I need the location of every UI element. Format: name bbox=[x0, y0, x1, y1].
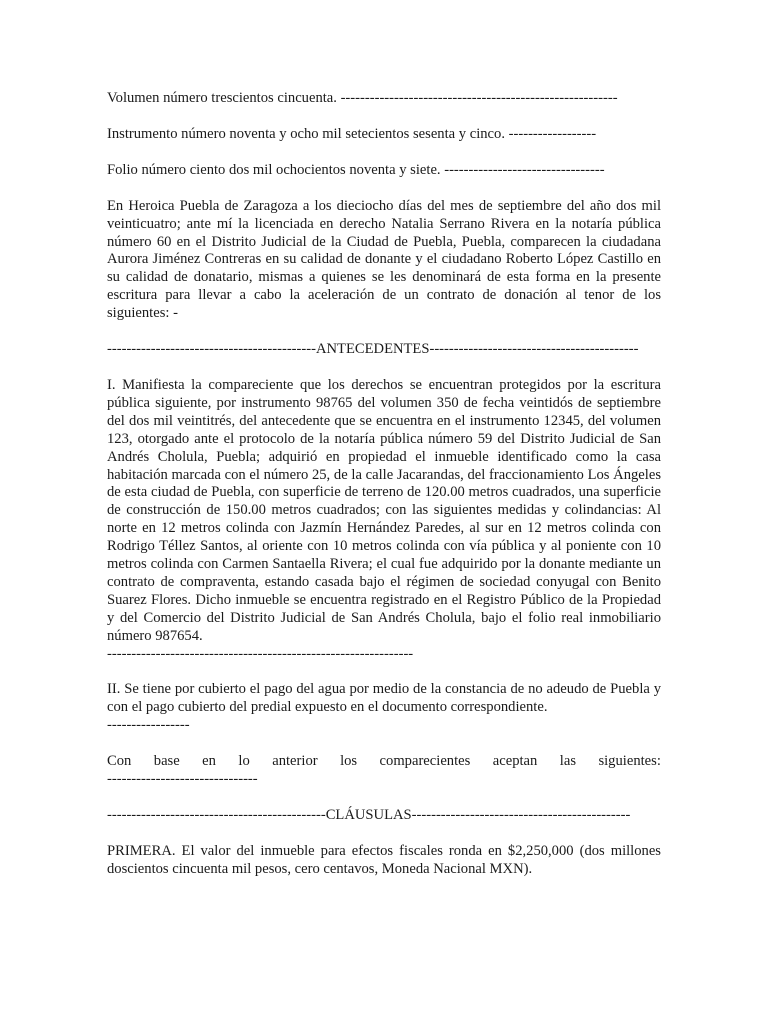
antecedentes-heading: -------------------------------------------ANTECEDENTES------------------------------------------- bbox=[107, 341, 639, 358]
con-base-word: aceptan bbox=[492, 753, 538, 770]
con-base-word: base bbox=[153, 753, 180, 770]
con-base-word: comparecientes bbox=[379, 753, 471, 770]
con-base-block bbox=[107, 753, 661, 789]
primera-paragraph: PRIMERA. El valor del inmueble para efectos fiscales ronda en $2,250,000 (dos millones doscientos cincuenta mil pesos, cero centavos, Moneda Nacional MXN). bbox=[107, 842, 661, 877]
con-base-word: anterior bbox=[272, 753, 318, 770]
con-base-word: lo bbox=[238, 753, 250, 770]
intro-paragraph: En Heroica Puebla de Zaragoza a los dieciocho días del mes de septiembre del año dos mil veinticuatro; ante mí la licenciada en derecho Natalia Serrano Rivera en la notaría pública número 60 en el Distrito Judicial de la Ciudad de Puebla, Puebla, comparecen la ciudadana Aurora Jiménez Contreras en su calidad de donante y el ciudadano Roberto López Castillo en su calidad de donatario, mismas a quienes se les denominará de esta forma en la presente escritura para llevar a cabo la aceleración de un contrato de donación al tenor de los siguientes: - bbox=[107, 197, 661, 322]
con-base-word: las bbox=[559, 753, 576, 770]
con-base-word: siguientes: bbox=[598, 753, 661, 770]
antecedente-1-dashes: --------------------------------------------------------------- bbox=[107, 645, 414, 662]
con-base-word: los bbox=[340, 753, 358, 770]
clausulas-heading: ---------------------------------------------CLÁUSULAS--------------------------------------------- bbox=[107, 807, 631, 823]
con-base-word: en bbox=[202, 753, 216, 770]
volumen-line: Volumen número trescientos cincuenta. --------------------------------------------------------- bbox=[107, 90, 618, 106]
antecedente-2-paragraph: II. Se tiene por cubierto el pago del agua por medio de la constancia de no adeudo de Puebla y con el pago cubierto del predial expuesto en el documento correspondiente. bbox=[107, 681, 661, 716]
antecedente-1-block bbox=[107, 377, 661, 664]
antecedente-2-dashes: ----------------- bbox=[107, 717, 190, 734]
document-page bbox=[107, 90, 661, 897]
antecedente-2-block bbox=[107, 681, 661, 735]
con-base-line bbox=[107, 753, 661, 771]
con-base-word: Con bbox=[107, 753, 132, 770]
con-base-dashes: ------------------------------- bbox=[107, 771, 258, 788]
folio-line: Folio número ciento dos mil ochocientos noventa y siete. --------------------------------- bbox=[107, 161, 605, 178]
antecedente-1-paragraph: I. Manifiesta la compareciente que los derechos se encuentran protegidos por la escritura pública siguiente, por instrumento 98765 del volumen 350 de fecha veintidós de septiembre del dos mil veintitrés, del antecedente que se encuentra en el instrumento 12345, del volumen 123, otorgado ante el protocolo de la notaría pública número 59 del Distrito Judicial de San Andrés Cholula, Puebla; adquirió en propiedad el inmueble identificado como la casa habitación marcada con el número 25, de la calle Jacarandas, del fraccionamiento Los Ángeles de esta ciudad de Puebla, con superficie de terreno de 120.00 metros cuadrados, una superficie de construcción de 150.00 metros cuadrados; con las siguientes medidas y colindancias: Al norte en 12 metros colinda con Jazmín Hernández Paredes, al sur en 12 metros colinda con Rodrigo Téllez Santos, al oriente con 10 metros colinda con vía pública y al poniente con 10 metros colinda con Carmen Santaella Rivera; el cual fue adquirido por la donante mediante un contrato de compraventa, estando casada bajo el régimen de sociedad conyugal con Benito Suarez Flores. Dicho inmueble se encuentra registrado en el Registro Público de la Propiedad y del Comercio del Distrito Judicial de San Andrés Cholula, bajo el folio real inmobiliario número 987654. bbox=[107, 376, 661, 644]
instrumento-line: Instrumento número noventa y ocho mil setecientos sesenta y cinco. ------------------ bbox=[107, 125, 597, 142]
